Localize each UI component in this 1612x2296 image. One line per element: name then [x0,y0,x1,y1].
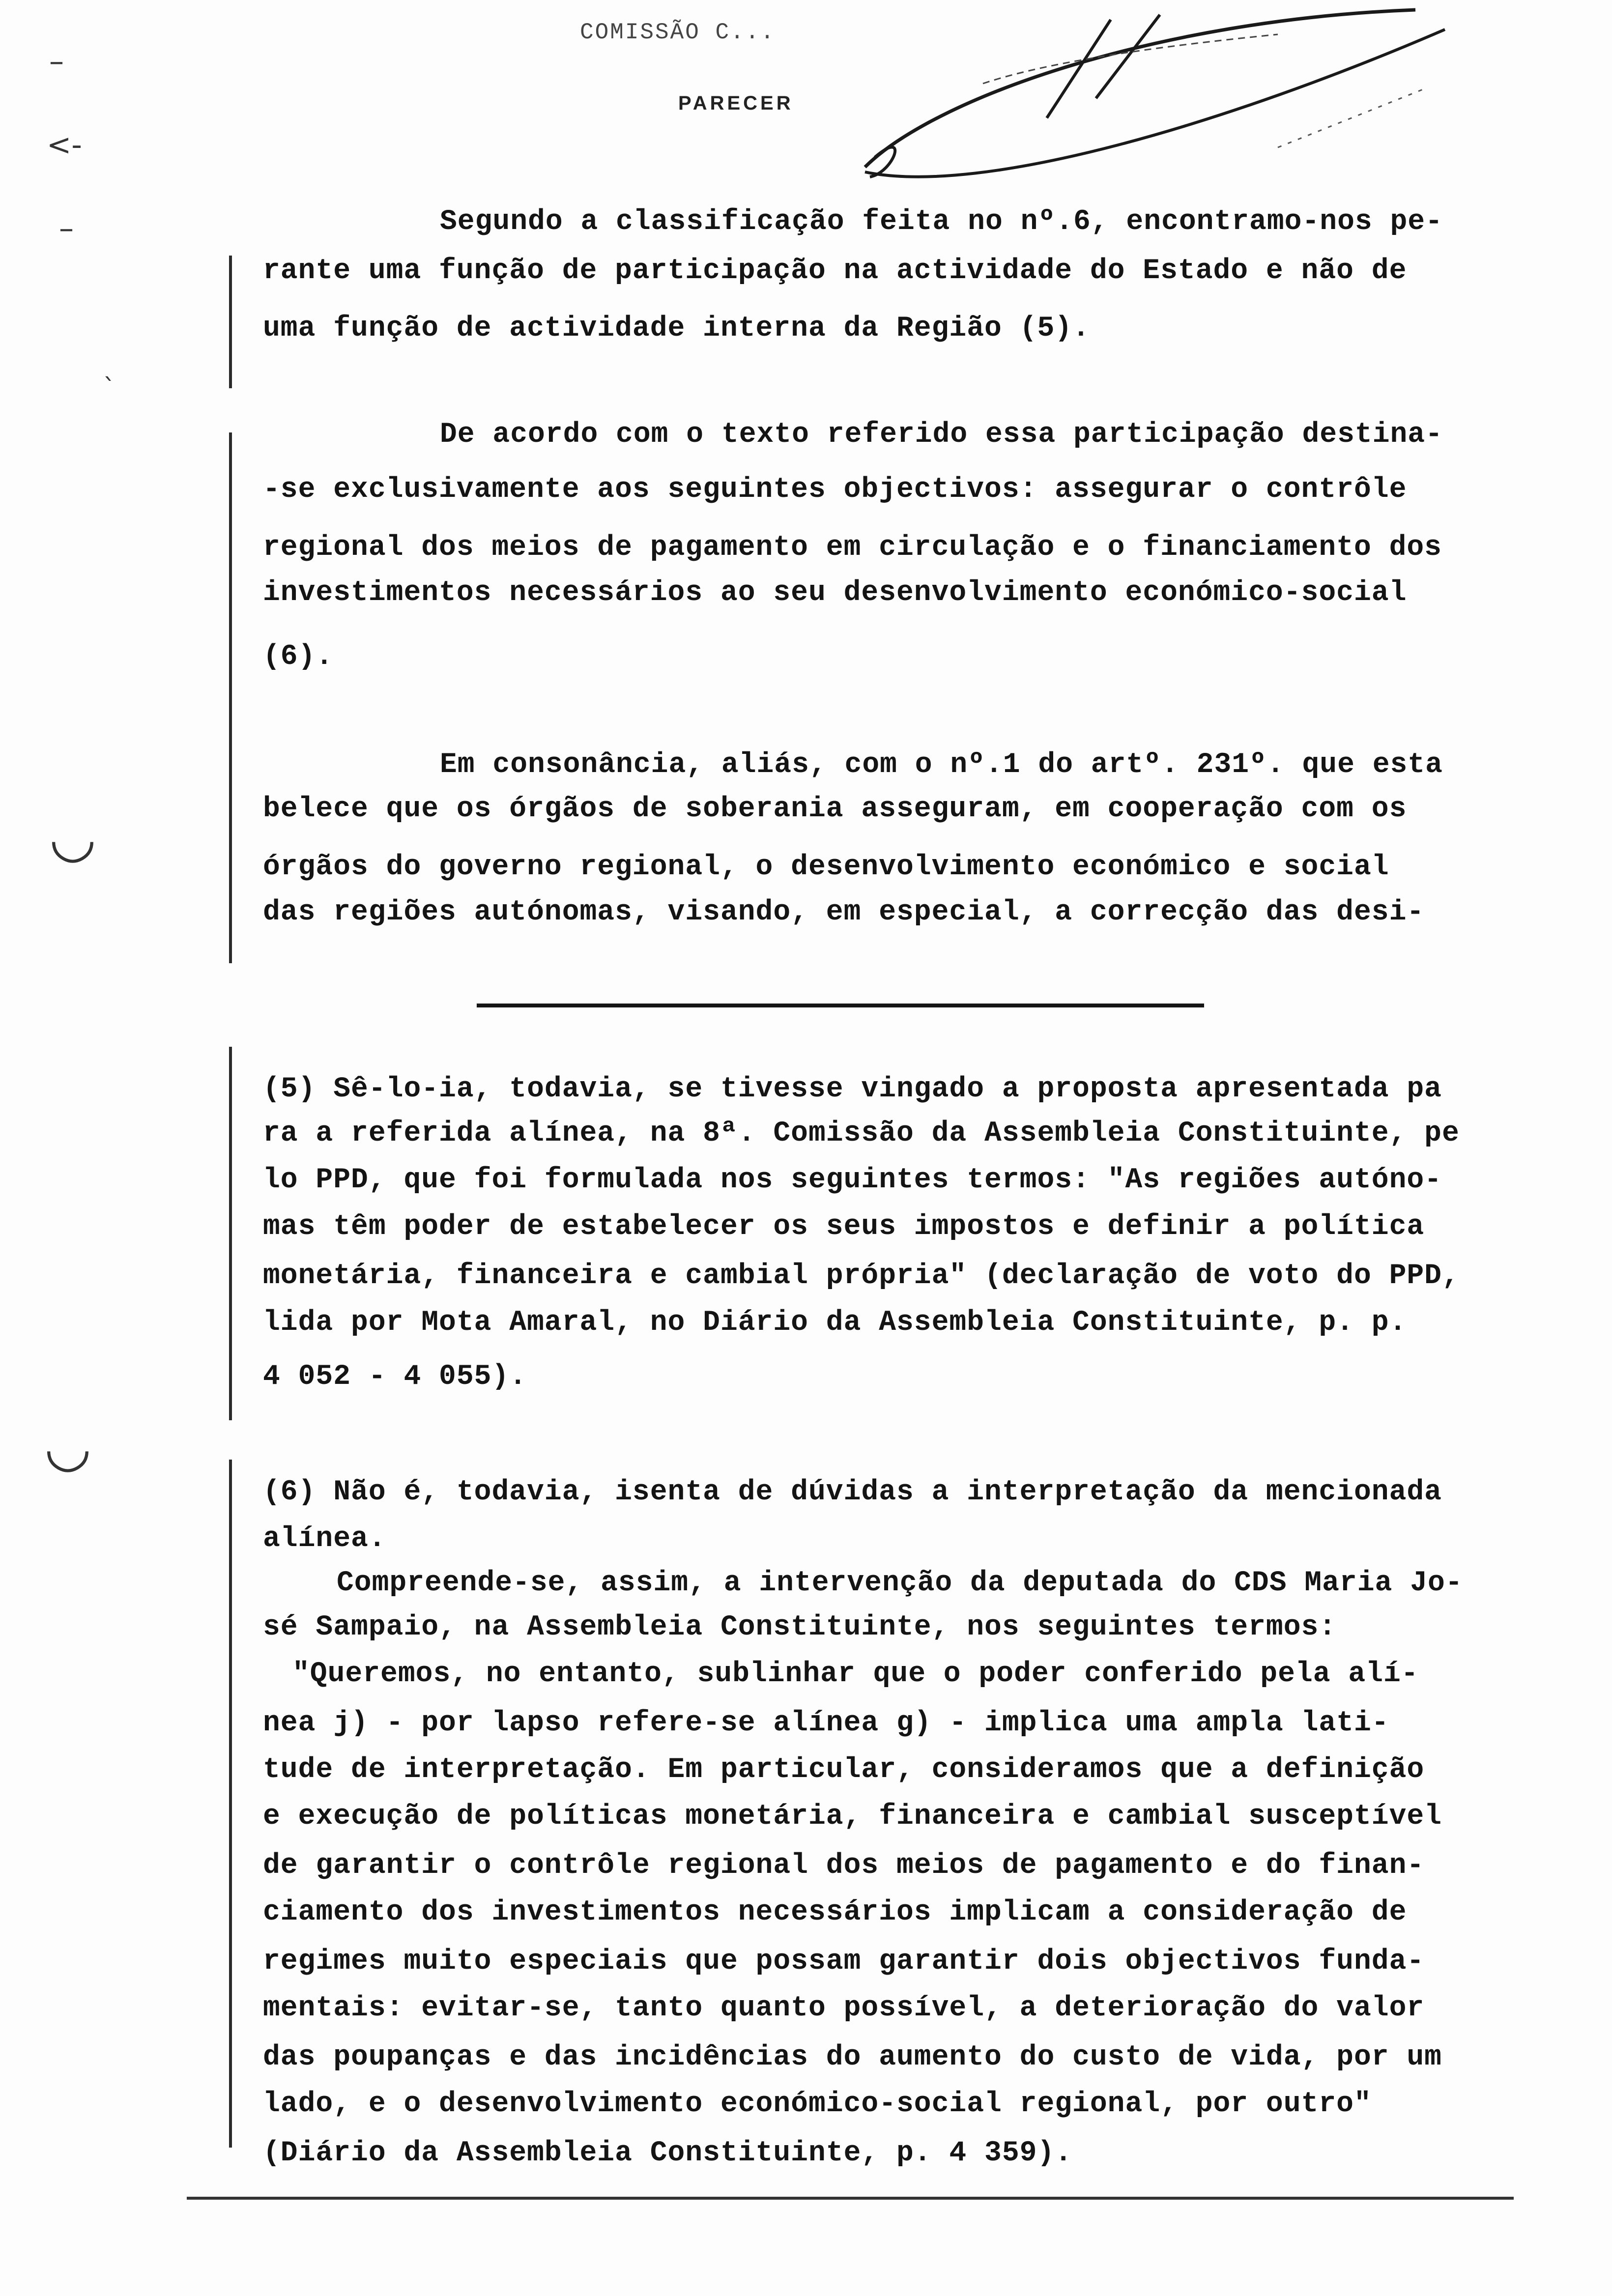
paragraph-line: Segundo a classificação feita no nº.6, encontramo-nos pe- [440,206,1443,238]
margin-mark: – [59,211,74,246]
quote-line: de garantir o contrôle regional dos meios de pagamento e do finan- [263,1850,1425,1882]
footnote-line: (5) Sê-lo-ia, todavia, se tivesse vingado a proposta apresentada pa [263,1073,1442,1105]
quote-line: tude de interpretação. Em particular, consideramos que a definição [263,1754,1425,1786]
margin-mark: ◡ [49,806,96,869]
paragraph-line: uma função de actividade interna da Região (5). [263,313,1090,344]
quote-line: nea j) - por lapso refere-se alínea g) - implica uma ampla lati- [263,1707,1389,1739]
margin-bar [229,1047,232,1420]
scan-bottom-rule [187,2197,1514,2200]
quote-line: "Queremos, no entanto, sublinhar que o poder conferido pela alí- [292,1658,1419,1690]
margin-mark: ` [103,373,115,402]
quote-line: regimes muito especiais que possam garantir dois objectivos funda- [263,1946,1425,1978]
margin-mark: <- [47,128,82,162]
margin-bar [229,256,232,388]
paragraph-line: belece que os órgãos de soberania asseguram, em cooperação com os [263,793,1407,825]
paragraph-line: investimentos necessários ao seu desenvolvimento económico-social [263,577,1407,609]
paragraph-line: regional dos meios de pagamento em circulação e o financiamento dos [263,532,1442,564]
footnote-line: alínea. [263,1523,386,1555]
footnote-line: lida por Mota Amaral, no Diário da Assembleia Constituinte, p. p. [263,1307,1407,1339]
quote-line: mentais: evitar-se, tanto quanto possível, a deterioração do valor [263,1992,1425,2024]
footnote-line: sé Sampaio, na Assembleia Constituinte, nos seguintes termos: [263,1611,1337,1643]
margin-mark: ◡ [44,1415,91,1478]
signature-scribble [835,0,1474,206]
header-stamp: COMISSÃO C... [580,20,776,45]
page-title: PARECER [678,92,794,114]
quote-line: e execução de políticas monetária, financeira e cambial susceptível [263,1801,1442,1833]
footnote-line: 4 052 - 4 055). [263,1361,527,1393]
footnote-line: ra a referida alínea, na 8ª. Comissão da Assembleia Constituinte, pe [263,1118,1460,1149]
paragraph-line: (6). [263,641,334,673]
margin-bar [229,1460,232,2148]
paragraph-line: órgãos do governo regional, o desenvolvimento económico e social [263,851,1389,883]
footnote-line: (6) Não é, todavia, isenta de dúvidas a interpretação da mencionada [263,1476,1442,1508]
quote-line: ciamento dos investimentos necessários implicam a consideração de [263,1896,1407,1928]
footnote-line: lo PPD, que foi formulada nos seguintes termos: "As regiões autóno- [263,1164,1442,1196]
footnote-line: mas têm poder de estabelecer os seus impostos e definir a política [263,1211,1425,1243]
footnote-separator [477,1004,1204,1007]
margin-bar [229,432,232,963]
paragraph-line: das regiões autónomas, visando, em especial, a correcção das desi- [263,896,1425,928]
margin-mark: – [49,44,64,79]
quote-line: (Diário da Assembleia Constituinte, p. 4 359). [263,2137,1073,2169]
paragraph-line: -se exclusivamente aos seguintes objectivos: assegurar o contrôle [263,474,1407,506]
paragraph-line: rante uma função de participação na actividade do Estado e não de [263,255,1407,287]
quote-line: das poupanças e das incidências do aumento do custo de vida, por um [263,2041,1442,2073]
footnote-line: Compreende-se, assim, a intervenção da deputada do CDS Maria Jo- [337,1567,1463,1599]
paragraph-line: De acordo com o texto referido essa participação destina- [440,419,1443,451]
paragraph-line: Em consonância, aliás, com o nº.1 do artº. 231º. que esta [440,749,1443,781]
footnote-line: monetária, financeira e cambial própria" (declaração de voto do PPD, [263,1260,1460,1292]
quote-line: lado, e o desenvolvimento económico-social regional, por outro" [263,2088,1372,2120]
